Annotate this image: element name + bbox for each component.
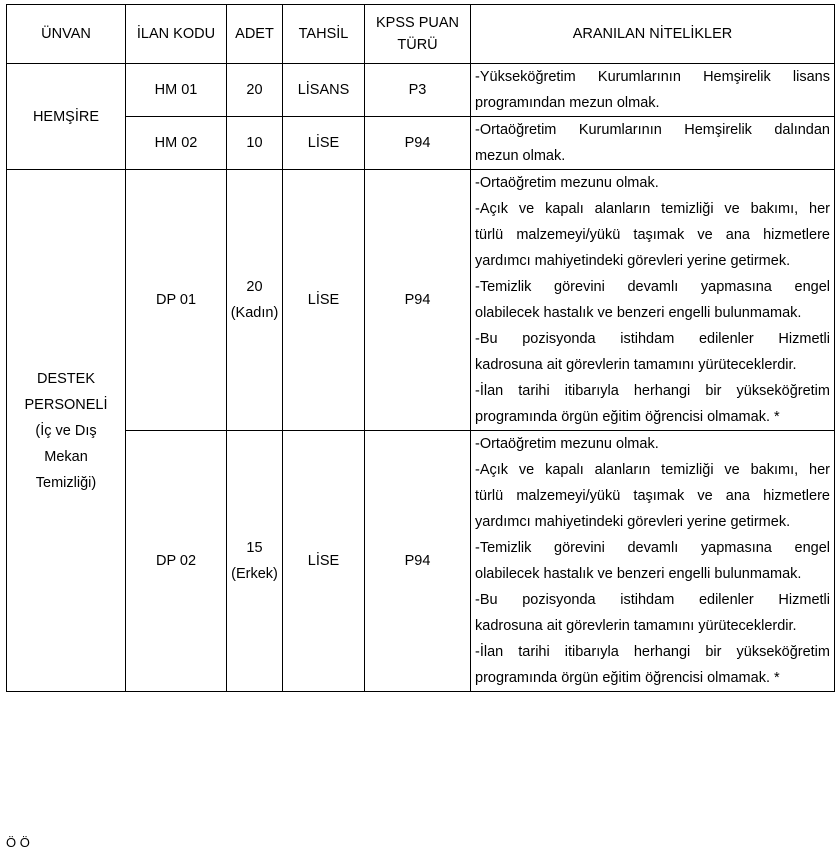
adet-note: (Erkek) xyxy=(231,566,278,582)
requirements-cell xyxy=(471,170,835,431)
requirement-line: -Açık ve kapalı alanların temizliği ve bakımı, her xyxy=(475,462,830,478)
kpss-cell: P94 xyxy=(365,431,471,692)
ilan-kodu-cell: DP 01 xyxy=(126,170,227,431)
group-destek-line: (İç ve Dış xyxy=(35,422,97,439)
tahsil-cell: LİSANS xyxy=(283,64,365,117)
table-row xyxy=(7,64,835,117)
group-hemsire: HEMŞİRE xyxy=(7,64,126,170)
header-row xyxy=(7,5,835,64)
group-destek-line: Mekan xyxy=(44,448,88,465)
requirement-line: olabilecek hastalık ve benzeri engelli bulunmamak. xyxy=(475,566,802,582)
requirement-line: -Ortaöğretim Kurumlarının Hemşirelik dalından xyxy=(475,122,830,138)
ilan-kodu-cell: DP 02 xyxy=(126,431,227,692)
requirement-line: türlü malzemeyi/yükü taşımak ve ana hizmetlere xyxy=(475,488,830,504)
adet-cell xyxy=(227,117,283,170)
table-row xyxy=(7,431,835,692)
kpss-cell: P94 xyxy=(365,170,471,431)
group-destek-line: Temizliği) xyxy=(35,474,97,491)
adet-value: 20 xyxy=(246,82,263,98)
requirement-line: yardımcı mahiyetindeki görevleri yerine getirmek. xyxy=(475,253,791,269)
requirement-line: -İlan tarihi itibarıyla herhangi bir yükseköğretim xyxy=(475,644,830,660)
requirement-line: programında örgün eğitim öğrencisi olmamak. * xyxy=(475,670,780,686)
ilan-kodu-cell: HM 02 xyxy=(126,117,227,170)
requirements-cell xyxy=(471,431,835,692)
adet-note: (Kadın) xyxy=(230,305,279,321)
requirement-line: -İlan tarihi itibarıyla herhangi bir yükseköğretim xyxy=(475,383,830,399)
header-kpss xyxy=(365,5,471,64)
requirement-line: türlü malzemeyi/yükü taşımak ve ana hizmetlere xyxy=(475,227,830,243)
adet-value: 15 xyxy=(246,540,263,556)
group-destek-personeli xyxy=(7,170,126,692)
requirements-cell xyxy=(471,117,835,170)
header-unvan: ÜNVAN xyxy=(7,5,126,64)
requirement-line: -Bu pozisyonda istihdam edilenler Hizmetli xyxy=(475,592,830,608)
requirement-line: programından mezun olmak. xyxy=(475,95,660,111)
requirement-line: yardımcı mahiyetindeki görevleri yerine getirmek. xyxy=(475,514,791,530)
header-nitelikler: ARANILAN NİTELİKLER xyxy=(471,5,835,64)
requirement-line: programında örgün eğitim öğrencisi olmamak. * xyxy=(475,409,780,425)
kpss-cell: P3 xyxy=(365,64,471,117)
adet-cell xyxy=(227,170,283,431)
header-adet: ADET xyxy=(227,5,283,64)
adet-cell xyxy=(227,64,283,117)
requirement-line: -Bu pozisyonda istihdam edilenler Hizmetli xyxy=(475,331,830,347)
tahsil-cell: LİSE xyxy=(283,170,365,431)
ilan-kodu-cell: HM 01 xyxy=(126,64,227,117)
positions-table xyxy=(6,4,835,692)
requirement-line: -Temizlik görevini devamlı yapmasına engel xyxy=(475,540,830,556)
header-kpss-line2: TÜRÜ xyxy=(397,37,438,53)
requirement-line: -Ortaöğretim mezunu olmak. xyxy=(475,436,659,452)
header-kpss-line1: KPSS PUAN xyxy=(376,15,459,31)
table-row xyxy=(7,170,835,431)
requirement-line: kadrosuna ait görevlerin tamamını yürüteceklerdir. xyxy=(475,618,797,634)
header-tahsil: TAHSİL xyxy=(283,5,365,64)
adet-value: 20 xyxy=(246,279,263,295)
requirement-line: mezun olmak. xyxy=(475,148,566,164)
footer-text-fragment: Ö Ö xyxy=(6,835,30,850)
requirement-line: olabilecek hastalık ve benzeri engelli bulunmamak. xyxy=(475,305,802,321)
tahsil-cell: LİSE xyxy=(283,117,365,170)
requirement-line: -Açık ve kapalı alanların temizliği ve bakımı, her xyxy=(475,201,830,217)
requirements-cell xyxy=(471,64,835,117)
table-row xyxy=(7,117,835,170)
tahsil-cell: LİSE xyxy=(283,431,365,692)
adet-cell xyxy=(227,431,283,692)
requirement-line: kadrosuna ait görevlerin tamamını yürüteceklerdir. xyxy=(475,357,797,373)
requirement-line: -Temizlik görevini devamlı yapmasına engel xyxy=(475,279,830,295)
group-destek-line: PERSONELİ xyxy=(24,396,108,413)
requirement-line: -Yükseköğretim Kurumlarının Hemşirelik lisans xyxy=(475,69,830,85)
kpss-cell: P94 xyxy=(365,117,471,170)
adet-value: 10 xyxy=(246,135,263,151)
requirement-line: -Ortaöğretim mezunu olmak. xyxy=(475,175,659,191)
group-destek-line: DESTEK xyxy=(36,370,95,387)
header-ilan-kodu: İLAN KODU xyxy=(126,5,227,64)
